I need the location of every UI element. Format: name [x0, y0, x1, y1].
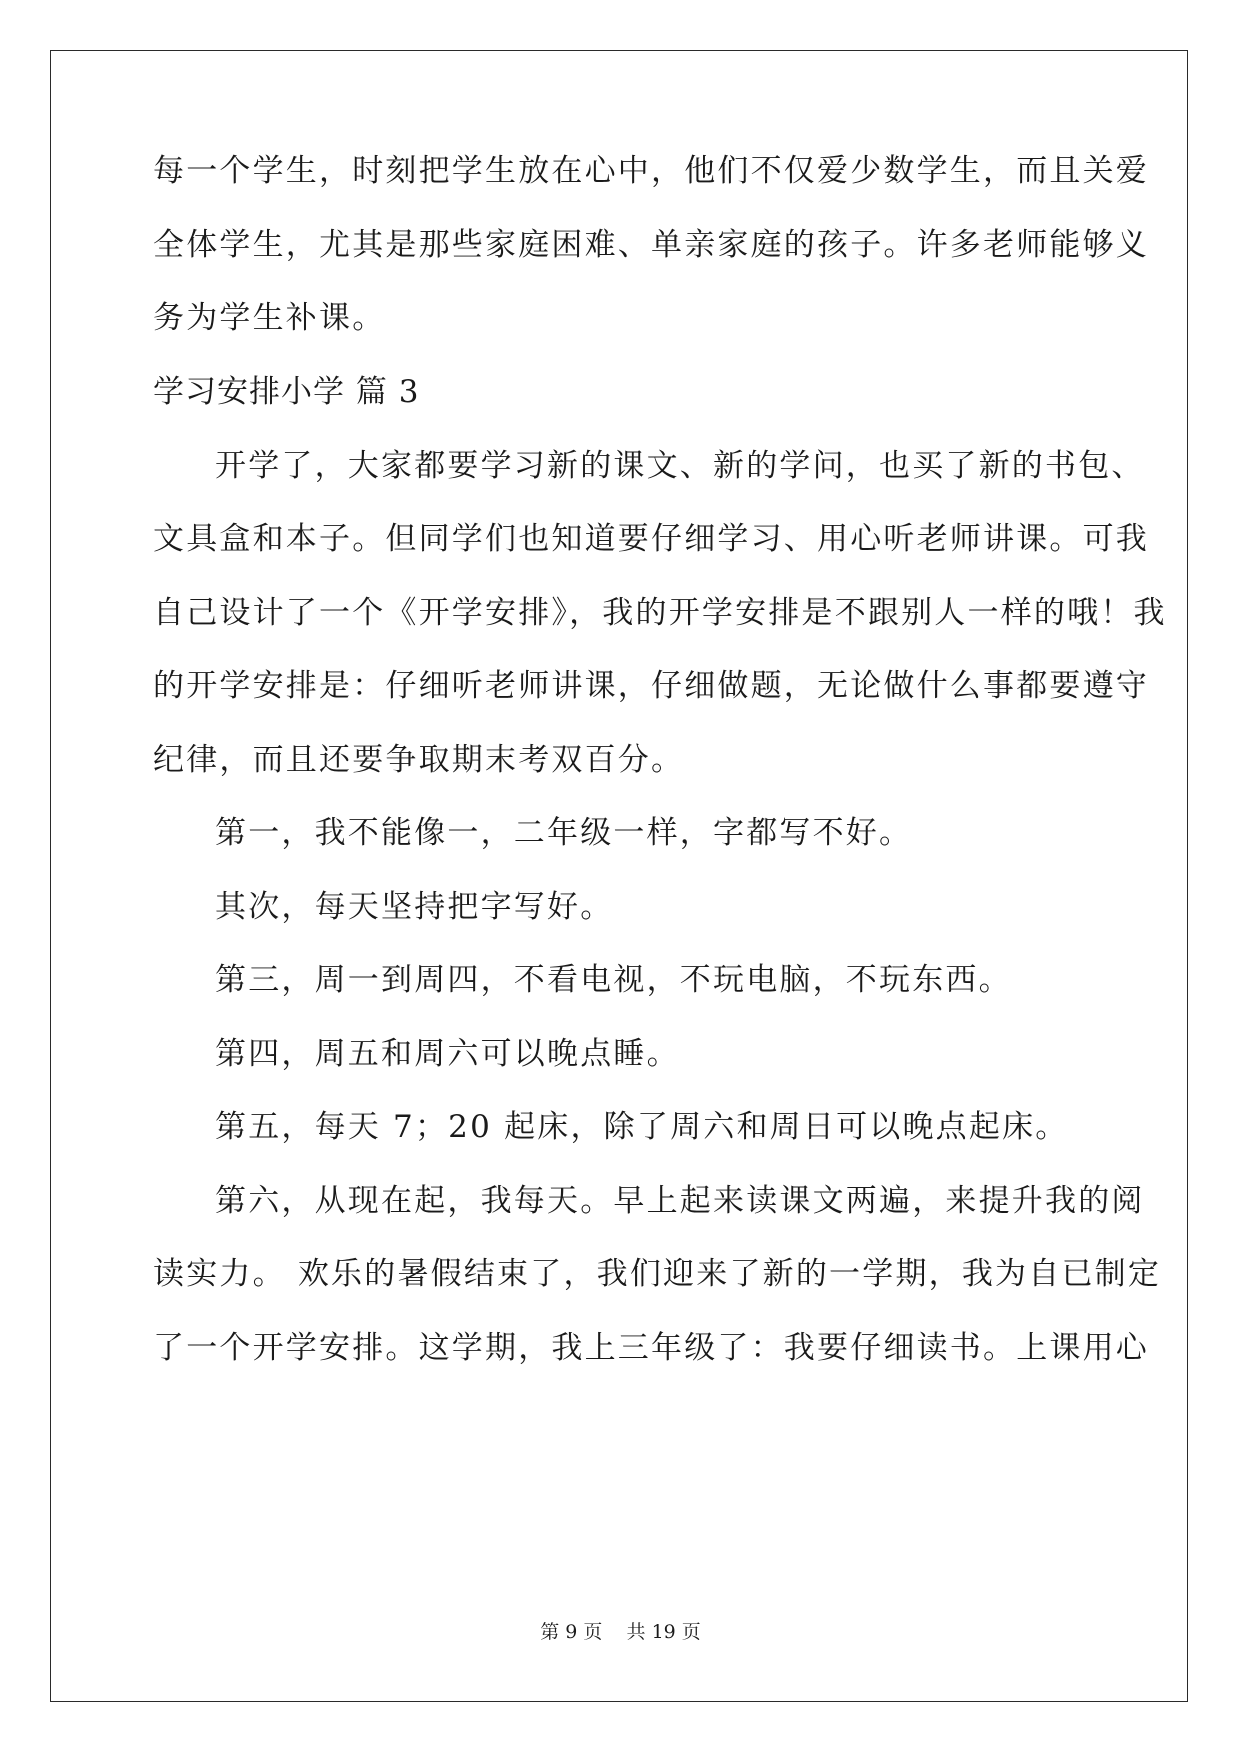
paragraph-line: 了一个开学安排。这学期，我上三年级了：我要仔细读书。上课用心	[153, 1330, 1149, 1366]
paragraph-line: 读实力。 欢乐的暑假结束了，我们迎来了新的一学期，我为自已制定	[153, 1256, 1162, 1292]
paragraph-line: 文具盒和本子。但同学们也知道要仔细学习、用心听老师讲课。可我	[153, 521, 1149, 557]
list-item: 其次，每天坚持把字写好。	[215, 889, 614, 925]
list-item: 第四，周五和周六可以晚点睡。	[215, 1036, 680, 1072]
page-footer	[0, 1620, 1241, 1644]
paragraph-line: 自己设计了一个《开学安排》，我的开学安排是不跟别人一样的哦！我	[153, 595, 1167, 631]
paragraph-line: 全体学生，尤其是那些家庭困难、单亲家庭的孩子。许多老师能够义	[153, 227, 1149, 263]
paragraph-line: 第六，从现在起，我每天。早上起来读课文两遍，来提升我的阅	[215, 1183, 1145, 1219]
paragraph-line: 的开学安排是：仔细听老师讲课，仔细做题，无论做什么事都要遵守	[153, 668, 1149, 704]
section-heading: 学习安排小学 篇 3	[153, 374, 420, 410]
list-item: 第三，周一到周四，不看电视，不玩电脑，不玩东西。	[215, 962, 1012, 998]
paragraph-line: 开学了，大家都要学习新的课文、新的学问，也买了新的书包、	[215, 448, 1145, 484]
paragraph-line: 纪律，而且还要争取期末考双百分。	[153, 742, 685, 778]
paragraph-line: 务为学生补课。	[153, 300, 386, 336]
paragraph-line: 每一个学生，时刻把学生放在心中，他们不仅爱少数学生，而且关爱	[153, 153, 1149, 189]
list-item: 第五，每天 7；20 起床，除了周六和周日可以晚点起床。	[215, 1109, 1069, 1145]
page-total: 共 19 页	[626, 1621, 701, 1643]
list-item: 第一，我不能像一，二年级一样，字都写不好。	[215, 815, 913, 851]
page-number: 第 9 页	[540, 1621, 603, 1643]
